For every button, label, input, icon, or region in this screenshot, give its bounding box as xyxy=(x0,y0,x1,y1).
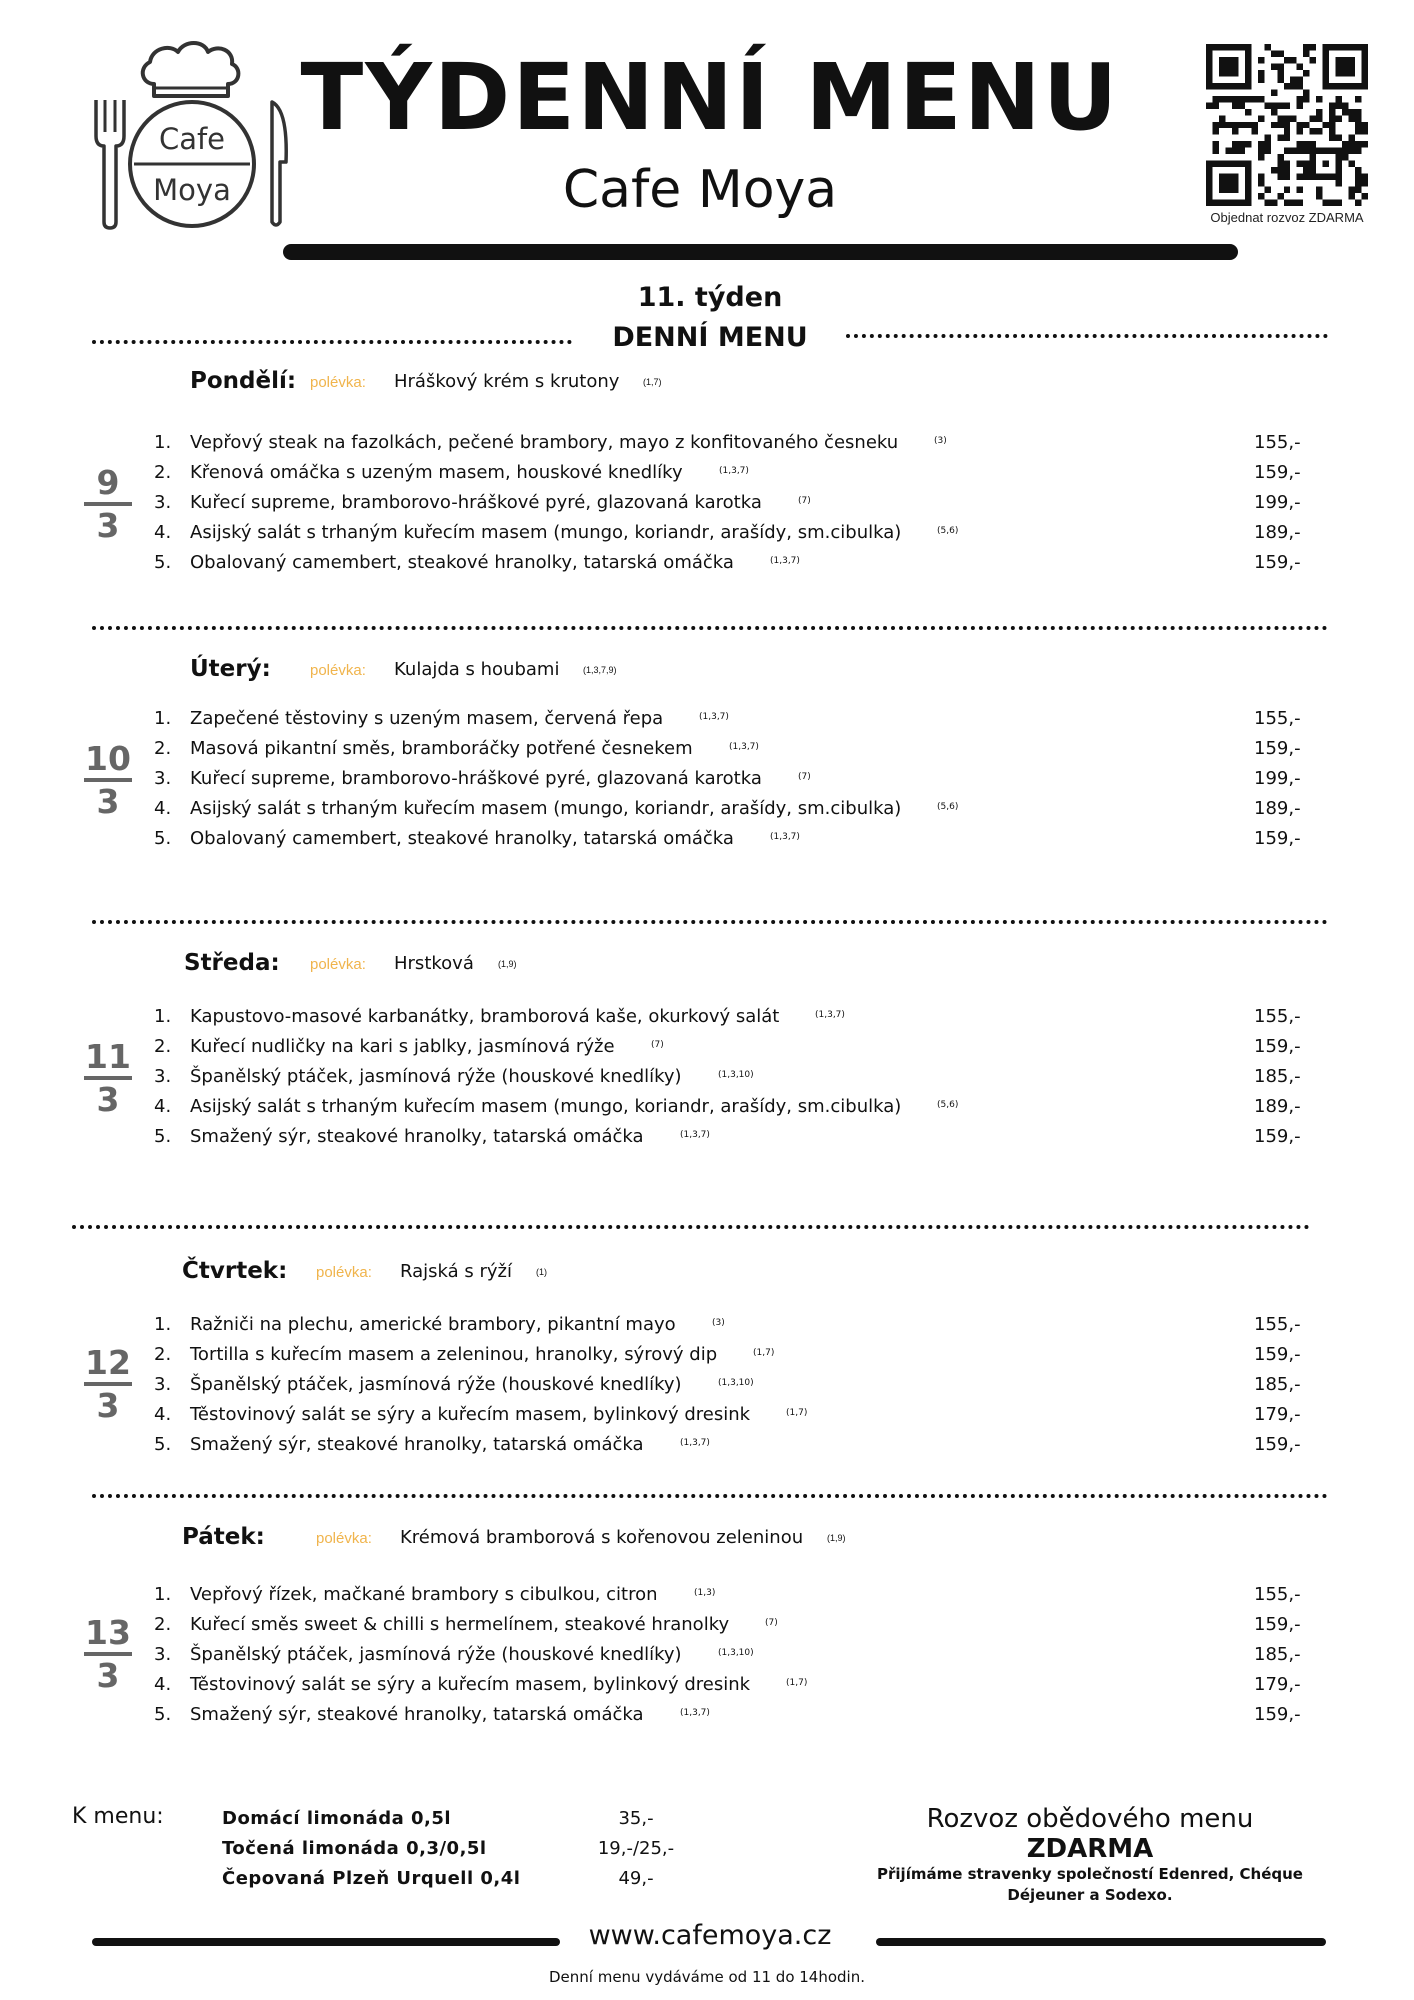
date-day: 9 xyxy=(96,463,120,502)
qr-code-icon[interactable] xyxy=(1206,44,1368,206)
menu-item xyxy=(0,708,1414,738)
menu-item-number: 5. xyxy=(154,1704,172,1725)
page-title: TÝDENNÍ MENU xyxy=(300,44,1120,151)
soup-name: Rajská s rýží xyxy=(400,1261,512,1282)
soup-allergens: (1,9) xyxy=(498,959,517,969)
logo-text-cafe: Cafe xyxy=(158,122,226,156)
date-month: 3 xyxy=(96,1386,120,1425)
menu-item-allergens: (1,3,7) xyxy=(680,1438,710,1448)
footer-divider xyxy=(92,1938,560,1946)
menu-item-price: 159,- xyxy=(1254,1126,1301,1147)
menu-item-number: 4. xyxy=(154,1674,172,1695)
vouchers-note: Přijímáme stravenky společností Edenred, Chéque Déjeuner a Sodexo. xyxy=(877,1865,1303,1904)
menu-item-number: 3. xyxy=(154,1066,172,1087)
menu-item-price: 159,- xyxy=(1254,462,1301,483)
menu-item-name: Kuřecí supreme, bramborovo-hráškové pyré, glazovaná karotka xyxy=(190,492,762,513)
menu-item xyxy=(0,828,1414,858)
menu-item-number: 1. xyxy=(154,1584,172,1605)
menu-item xyxy=(0,1644,1414,1674)
menu-item-allergens: (7) xyxy=(798,772,811,782)
qr-caption: Objednat rozvoz ZDARMA xyxy=(1210,210,1364,225)
date-day: 12 xyxy=(85,1343,131,1382)
menu-item xyxy=(0,1374,1414,1404)
dotted-divider xyxy=(72,1225,1310,1229)
menu-item-allergens: (5,6) xyxy=(937,526,959,536)
menu-item-allergens: (1,3,7) xyxy=(699,712,729,722)
menu-item-price: 155,- xyxy=(1254,1006,1301,1027)
header-divider xyxy=(283,244,1238,260)
menu-item-allergens: (1,7) xyxy=(753,1348,775,1358)
menu-item-number: 1. xyxy=(154,1314,172,1335)
drink-price: 19,-/25,- xyxy=(597,1838,675,1859)
daily-menu-heading: DENNÍ MENU xyxy=(612,322,808,353)
menu-item-name: Kuřecí směs sweet & chilli s hermelínem, steakové hranolky xyxy=(190,1614,730,1635)
menu-item xyxy=(0,738,1414,768)
menu-item-number: 5. xyxy=(154,1126,172,1147)
menu-item-number: 2. xyxy=(154,738,172,759)
menu-item-number: 3. xyxy=(154,768,172,789)
menu-item-name: Asijský salát s trhaným kuřecím masem (mungo, koriandr, arašídy, sm.cibulka) xyxy=(190,522,902,543)
dotted-divider xyxy=(92,920,1328,924)
menu-item-price: 159,- xyxy=(1254,1434,1301,1455)
date-day: 13 xyxy=(85,1613,131,1652)
menu-item-allergens: (1,3,10) xyxy=(718,1648,754,1658)
soup-allergens: (1,7) xyxy=(643,377,662,387)
menu-item-number: 4. xyxy=(154,1404,172,1425)
menu-item xyxy=(0,492,1414,522)
menu-item-allergens: (5,6) xyxy=(937,1100,959,1110)
menu-item-name: Vepřový řízek, mačkané brambory s cibulkou, citron xyxy=(190,1584,658,1605)
footer-divider xyxy=(876,1938,1326,1946)
delivery-note xyxy=(860,1804,1320,1864)
day-name: Pátek: xyxy=(182,1524,265,1550)
menu-item xyxy=(0,1066,1414,1096)
menu-item-price: 185,- xyxy=(1254,1374,1301,1395)
menu-item-allergens: (7) xyxy=(651,1040,664,1050)
delivery-free: ZDARMA xyxy=(1026,1834,1154,1864)
menu-item-number: 3. xyxy=(154,1374,172,1395)
menu-item xyxy=(0,1614,1414,1644)
website-link[interactable]: www.cafemoya.cz xyxy=(588,1920,832,1951)
drink-name: Točená limonáda 0,3/0,5l xyxy=(222,1838,487,1859)
menu-item-price: 159,- xyxy=(1254,1614,1301,1635)
menu-item-price: 155,- xyxy=(1254,432,1301,453)
dotted-divider xyxy=(92,340,572,344)
menu-item-allergens: (1,7) xyxy=(786,1408,808,1418)
menu-item xyxy=(0,1434,1414,1464)
opening-hours-note: Denní menu vydáváme od 11 do 14hodin. xyxy=(548,1968,866,1986)
soup-label: polévka: xyxy=(316,1530,372,1547)
menu-item-name: Asijský salát s trhaným kuřecím masem (mungo, koriandr, arašídy, sm.cibulka) xyxy=(190,798,902,819)
menu-item-number: 5. xyxy=(154,1434,172,1455)
menu-item-allergens: (1,3,7) xyxy=(770,556,800,566)
menu-item xyxy=(0,1344,1414,1374)
menu-item xyxy=(0,1674,1414,1704)
menu-item xyxy=(0,432,1414,462)
menu-item-allergens: (7) xyxy=(798,496,811,506)
soup-name: Kulajda s houbami xyxy=(394,659,560,680)
menu-item xyxy=(0,1584,1414,1614)
menu-item-allergens: (7) xyxy=(765,1618,778,1628)
menu-item-price: 189,- xyxy=(1254,522,1301,543)
cafe-moya-logo xyxy=(92,32,292,232)
menu-item-price: 179,- xyxy=(1254,1404,1301,1425)
menu-item-number: 4. xyxy=(154,1096,172,1117)
menu-item-number: 4. xyxy=(154,522,172,543)
menu-item-number: 5. xyxy=(154,828,172,849)
menu-item-number: 2. xyxy=(154,462,172,483)
menu-item-price: 199,- xyxy=(1254,492,1301,513)
menu-item-number: 2. xyxy=(154,1036,172,1057)
drink-price: 35,- xyxy=(618,1808,654,1829)
menu-item xyxy=(0,1314,1414,1344)
menu-item-name: Španělský ptáček, jasmínová rýže (houskové knedlíky) xyxy=(190,1374,682,1395)
soup-name: Krémová bramborová s kořenovou zeleninou xyxy=(400,1527,804,1548)
menu-item xyxy=(0,522,1414,552)
date-month: 3 xyxy=(96,782,120,821)
menu-item-price: 159,- xyxy=(1254,738,1301,759)
soup-name: Hráškový krém s krutony xyxy=(394,371,620,392)
menu-item-name: Tortilla s kuřecím masem a zeleninou, hranolky, sýrový dip xyxy=(190,1344,718,1365)
menu-item-allergens: (5,6) xyxy=(937,802,959,812)
menu-item-allergens: (1,3,7) xyxy=(719,466,749,476)
menu-item xyxy=(0,798,1414,828)
drink-name: Domácí limonáda 0,5l xyxy=(222,1808,452,1829)
menu-item-name: Smažený sýr, steakové hranolky, tatarská omáčka xyxy=(190,1434,644,1455)
menu-item-number: 1. xyxy=(154,432,172,453)
menu-item xyxy=(0,1036,1414,1066)
menu-item-name: Masová pikantní směs, bramboráčky potřené česnekem xyxy=(190,738,693,759)
week-label: 11. týden xyxy=(637,282,783,313)
date-day: 11 xyxy=(85,1037,131,1076)
menu-item-name: Kuřecí nudličky na kari s jablky, jasmínová rýže xyxy=(190,1036,615,1057)
menu-item-price: 189,- xyxy=(1254,1096,1301,1117)
menu-item-number: 1. xyxy=(154,708,172,729)
soup-label: polévka: xyxy=(310,374,366,391)
menu-item-name: Obalovaný camembert, steakové hranolky, tatarská omáčka xyxy=(190,552,734,573)
menu-item-name: Ražniči na plechu, americké brambory, pikantní mayo xyxy=(190,1314,676,1335)
menu-item-allergens: (1,3,10) xyxy=(718,1378,754,1388)
soup-allergens: (1,3,7,9) xyxy=(583,665,617,675)
menu-item-allergens: (1,3) xyxy=(694,1588,716,1598)
menu-item-name: Těstovinový salát se sýry a kuřecím masem, bylinkový dresink xyxy=(190,1674,751,1695)
menu-item-number: 2. xyxy=(154,1614,172,1635)
soup-label: polévka: xyxy=(316,1264,372,1281)
menu-item-name: Křenová omáčka s uzeným masem, houskové knedlíky xyxy=(190,462,683,483)
menu-item xyxy=(0,1126,1414,1156)
day-name: Středa: xyxy=(184,950,280,976)
date-month: 3 xyxy=(96,1656,120,1695)
soup-label: polévka: xyxy=(310,956,366,973)
menu-item-price: 159,- xyxy=(1254,828,1301,849)
menu-item-price: 159,- xyxy=(1254,552,1301,573)
menu-item-allergens: (1,3,7) xyxy=(770,832,800,842)
menu-item xyxy=(0,1704,1414,1734)
menu-item-price: 155,- xyxy=(1254,1584,1301,1605)
menu-item-allergens: (1,3,7) xyxy=(815,1010,845,1020)
menu-item-price: 185,- xyxy=(1254,1644,1301,1665)
logo-text-moya: Moya xyxy=(153,173,231,207)
menu-item xyxy=(0,462,1414,492)
page-subtitle: Cafe Moya xyxy=(562,160,838,220)
menu-item-allergens: (3) xyxy=(712,1318,725,1328)
menu-item-number: 3. xyxy=(154,1644,172,1665)
menu-item-price: 159,- xyxy=(1254,1704,1301,1725)
menu-item-allergens: (1,7) xyxy=(786,1678,808,1688)
dotted-divider xyxy=(846,334,1328,338)
menu-item xyxy=(0,768,1414,798)
menu-item-number: 1. xyxy=(154,1006,172,1027)
date-month: 3 xyxy=(96,1080,120,1119)
soup-allergens: (1,9) xyxy=(827,1533,846,1543)
menu-item xyxy=(0,1404,1414,1434)
day-name: Úterý: xyxy=(190,656,271,682)
menu-item-name: Obalovaný camembert, steakové hranolky, tatarská omáčka xyxy=(190,828,734,849)
dotted-divider xyxy=(92,1494,1328,1498)
date-month: 3 xyxy=(96,506,120,545)
menu-item-name: Asijský salát s trhaným kuřecím masem (mungo, koriandr, arašídy, sm.cibulka) xyxy=(190,1096,902,1117)
menu-item-number: 2. xyxy=(154,1344,172,1365)
menu-item-price: 155,- xyxy=(1254,708,1301,729)
menu-item-name: Zapečené těstoviny s uzeným masem, červená řepa xyxy=(190,708,664,729)
day-name: Pondělí: xyxy=(190,368,297,394)
menu-item-name: Těstovinový salát se sýry a kuřecím masem, bylinkový dresink xyxy=(190,1404,751,1425)
menu-item-name: Kapustovo-masové karbanátky, bramborová kaše, okurkový salát xyxy=(190,1006,780,1027)
soup-label: polévka: xyxy=(310,662,366,679)
menu-item-allergens: (1,3,7) xyxy=(680,1130,710,1140)
dotted-divider xyxy=(92,626,1328,630)
menu-item-name: Španělský ptáček, jasmínová rýže (houskové knedlíky) xyxy=(190,1644,682,1665)
delivery-text: Rozvoz obědového menu xyxy=(926,1804,1254,1834)
soup-allergens: (1) xyxy=(536,1267,547,1277)
menu-item-allergens: (3) xyxy=(934,436,947,446)
menu-item xyxy=(0,1096,1414,1126)
menu-item-name: Španělský ptáček, jasmínová rýže (houskové knedlíky) xyxy=(190,1066,682,1087)
menu-item-price: 185,- xyxy=(1254,1066,1301,1087)
drink-name: Čepovaná Plzeň Urquell 0,4l xyxy=(222,1868,521,1889)
soup-name: Hrstková xyxy=(394,953,474,974)
drink-price: 49,- xyxy=(618,1868,654,1889)
menu-item-price: 179,- xyxy=(1254,1674,1301,1695)
menu-item-price: 155,- xyxy=(1254,1314,1301,1335)
menu-item-allergens: (1,3,7) xyxy=(680,1708,710,1718)
menu-item xyxy=(0,1006,1414,1036)
menu-item xyxy=(0,552,1414,582)
menu-item-name: Kuřecí supreme, bramborovo-hráškové pyré, glazovaná karotka xyxy=(190,768,762,789)
day-name: Čtvrtek: xyxy=(182,1258,288,1284)
menu-item-number: 4. xyxy=(154,798,172,819)
menu-item-number: 3. xyxy=(154,492,172,513)
menu-item-allergens: (1,3,7) xyxy=(729,742,759,752)
menu-item-price: 159,- xyxy=(1254,1344,1301,1365)
menu-item-number: 5. xyxy=(154,552,172,573)
menu-item-price: 159,- xyxy=(1254,1036,1301,1057)
menu-item-name: Vepřový steak na fazolkách, pečené brambory, mayo z konfitovaného česneku xyxy=(190,432,899,453)
date-day: 10 xyxy=(85,739,131,778)
menu-item-allergens: (1,3,10) xyxy=(718,1070,754,1080)
menu-item-price: 189,- xyxy=(1254,798,1301,819)
menu-item-price: 199,- xyxy=(1254,768,1301,789)
extras-label: K menu: xyxy=(72,1804,164,1829)
menu-item-name: Smažený sýr, steakové hranolky, tatarská omáčka xyxy=(190,1704,644,1725)
menu-item-name: Smažený sýr, steakové hranolky, tatarská omáčka xyxy=(190,1126,644,1147)
